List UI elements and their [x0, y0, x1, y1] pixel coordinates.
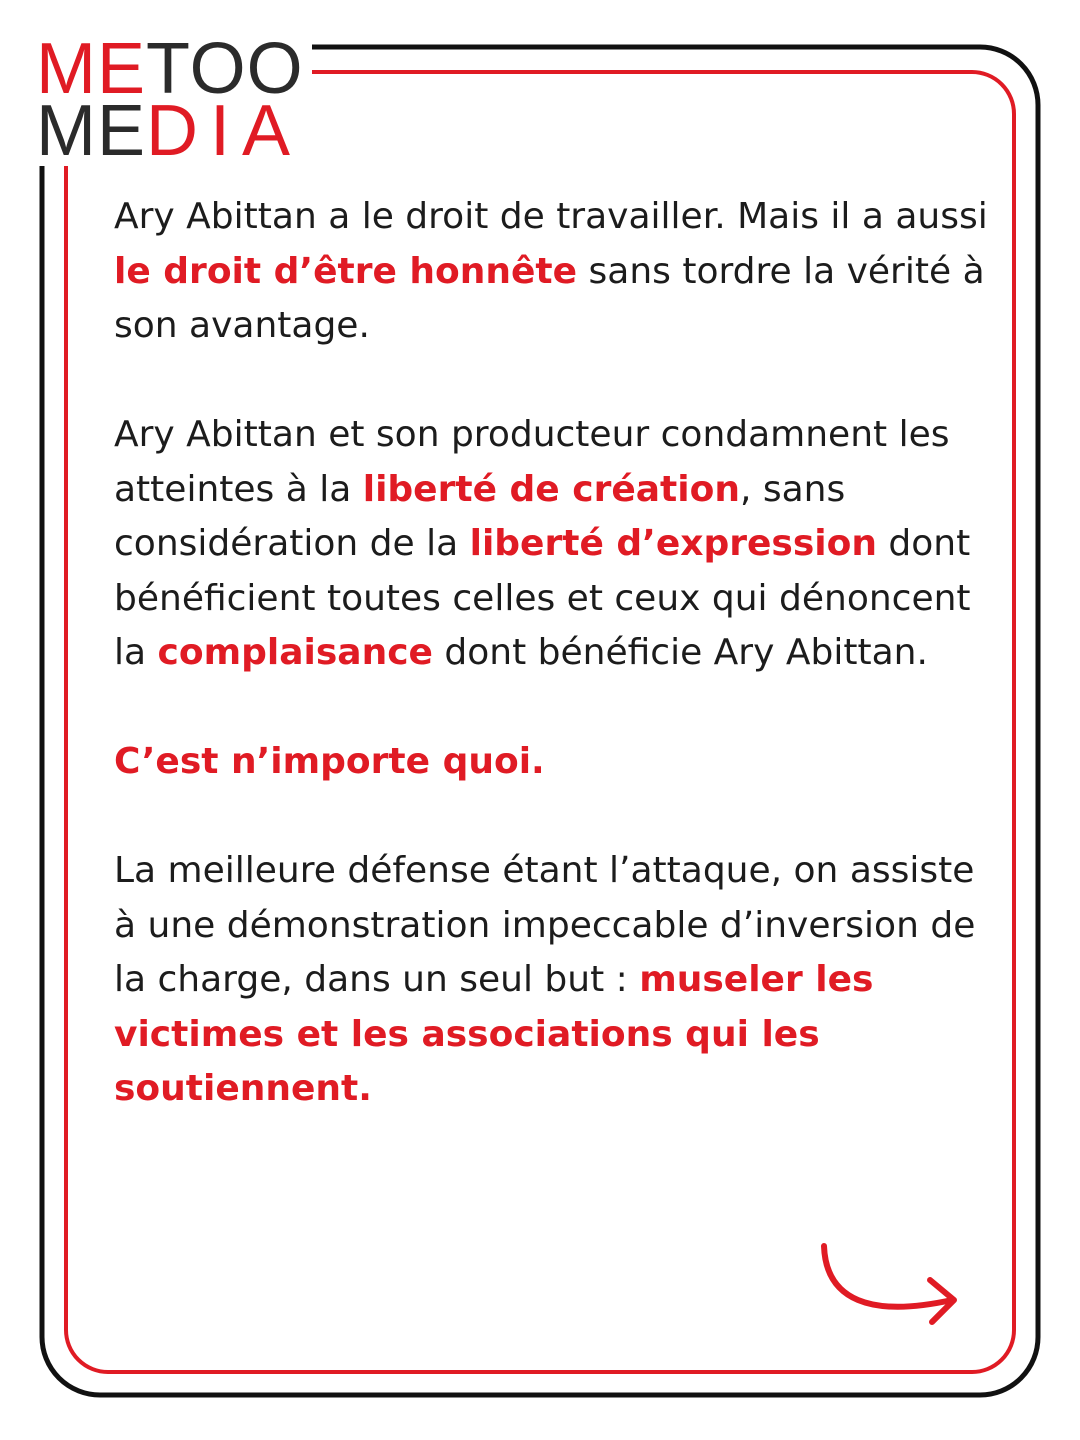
logo-me: ME: [36, 29, 146, 109]
p2-highlight-3: complaisance: [157, 632, 433, 673]
p2-highlight-2: liberté d’expression: [469, 523, 877, 564]
paragraph-1: [114, 190, 994, 354]
paragraph-3: [114, 735, 994, 790]
logo-me-2: ME: [36, 91, 146, 171]
logo-too: TOO: [146, 29, 304, 109]
curved-arrow-right-icon[interactable]: [800, 1230, 980, 1350]
p1-text-1: Ary Abittan a le droit de travailler. Mais il a aussi: [114, 196, 988, 237]
paragraph-2: [114, 408, 994, 681]
logo-dia: DIA: [146, 91, 303, 171]
p2-text-2: , sans considération de la: [114, 468, 846, 564]
logo-line-2: [36, 91, 304, 171]
metoo-media-logo: [36, 29, 312, 171]
p2-text-1: Ary Abittan et son producteur condamnent les atteintes à la: [114, 414, 950, 510]
paragraph-4: [114, 844, 994, 1117]
p4-highlight-1: museler les victimes et les associations qui les soutiennent.: [114, 959, 874, 1109]
p2-text-4: dont bénéficie Ary Abittan.: [432, 632, 928, 673]
p2-highlight-1: liberté de création: [362, 468, 740, 510]
p2-text-3: dont bénéficient toutes celles et ceux qui dénoncent la: [114, 523, 971, 673]
main-text: [114, 190, 994, 1117]
p4-text-1: La meilleure défense étant l’attaque, on assiste à une démonstration impeccable d’inversion de la charge, dans un seul but :: [114, 850, 976, 1000]
p1-text-2: sans tordre la vérité à son avantage.: [114, 250, 985, 346]
p3-highlight-1: C’est n’importe quoi.: [114, 741, 545, 782]
p1-highlight-1: le droit d’être honnête: [114, 250, 578, 292]
